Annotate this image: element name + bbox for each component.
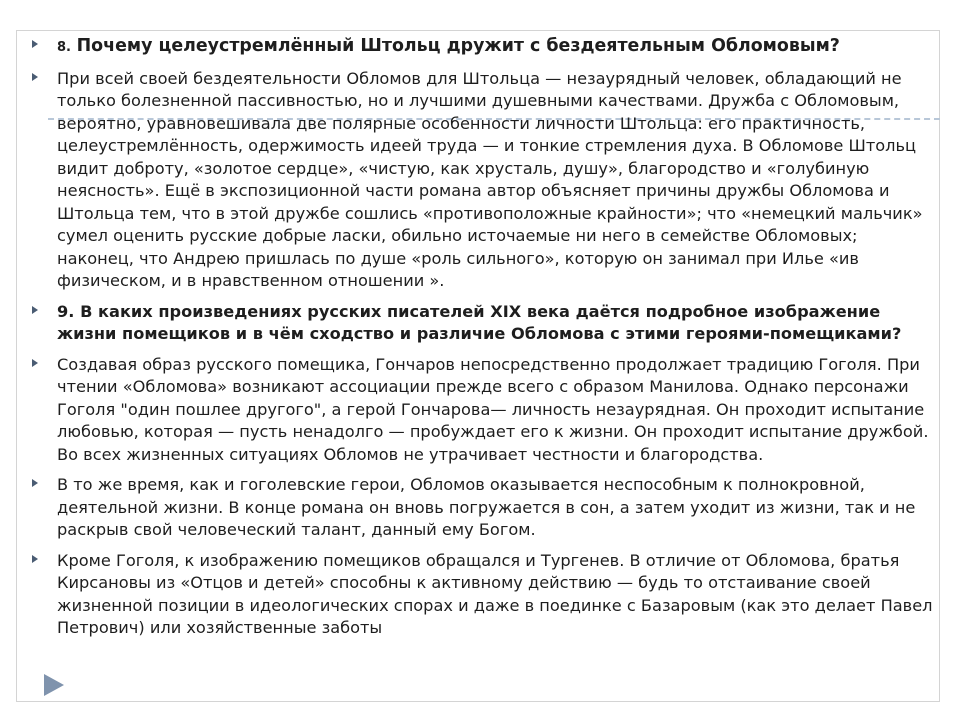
question-8 xyxy=(30,35,936,60)
answer-8 xyxy=(30,68,936,293)
answer-text: Создавая образ русского помещика, Гончаров непосредственно продолжает традицию Гоголя. При чтении «Обломова» возникают ассоциации прежде всего с образом Манилова. Однако персонажи Гоголя "один пошлее другого", а герой Гончарова— личность незаурядная. Он проходит испытание любовью, которая — пусть ненадолго — пробуждает его к жизни. Он проходит испытание дружбой. Во всех жизненных ситуациях Обломов не утрачивает честности и благородства. xyxy=(57,354,929,464)
bullet-icon xyxy=(32,73,38,81)
question-text: Почему целеустремлённый Штольц дружит с бездеятельным Обломовым? xyxy=(76,36,840,56)
answer-text: При всей своей бездеятельности Обломов для Штольца — незаурядный человек, обладающий не только болезненной пассивностью, но и лучшими душевными качествами. Дружба с Обломовым, вероятно, уравновешивала две полярные особенности личности Штольца: его практичность, целеустремлённость, одержимость идеей труда — и тонкие стремления духа. В Обломове Штольц видит доброту, «золотое сердце», «чистую, как хрусталь, душу», благородство и «голубиную неясность». Ещё в экспозиционной части романа автор объясняет причины дружбы Обломова и Штольца тем, что в этой дружбе сошлись «противоположные крайности»; что «немецкий мальчик» сумел оценить русские добрые ласки, обильно источаемые ни него в семействе Обломовых; наконец, что Андрею пришлась по душе «роль сильного», которую он занимал при Илье «ив физическом, и в нравственном отношении ». xyxy=(57,68,923,290)
question-number: 9. xyxy=(57,301,75,321)
bullet-icon xyxy=(32,306,38,314)
slide-nav-triangle-icon xyxy=(44,674,64,696)
bullet-icon xyxy=(32,40,38,48)
answer-9-part-1 xyxy=(30,354,936,467)
bullet-icon xyxy=(32,555,38,563)
answer-text: В то же время, как и гоголевские герои, Обломов оказывается неспособным к полнокровной, деятельной жизни. В конце романа он вновь погружается в сон, а затем уходит из жизни, так и не раскрыв свой человеческий талант, данный ему Богом. xyxy=(57,475,916,539)
slide-content xyxy=(30,35,936,648)
question-9 xyxy=(30,301,936,346)
answer-text: Кроме Гоголя, к изображению помещиков обращался и Тургенев. В отличие от Обломова, братья Кирсановы из «Отцов и детей» способны к активному действию — будь то отстаивание своей жизненной позиции в идеологических спорах и даже в поединке с Базаровым (как это делает Павел Петрович) или хозяйственные заботы xyxy=(57,550,933,637)
answer-9-part-3 xyxy=(30,550,936,640)
bullet-icon xyxy=(32,359,38,367)
question-text: В каких произведениях русских писателей XIX века даётся подробное изображение жизни помещиков и в чём сходство и различие Обломова с этими героями-помещиками? xyxy=(57,301,902,343)
question-number: 8. xyxy=(57,40,71,55)
bullet-icon xyxy=(32,479,38,487)
answer-9-part-2 xyxy=(30,474,936,542)
